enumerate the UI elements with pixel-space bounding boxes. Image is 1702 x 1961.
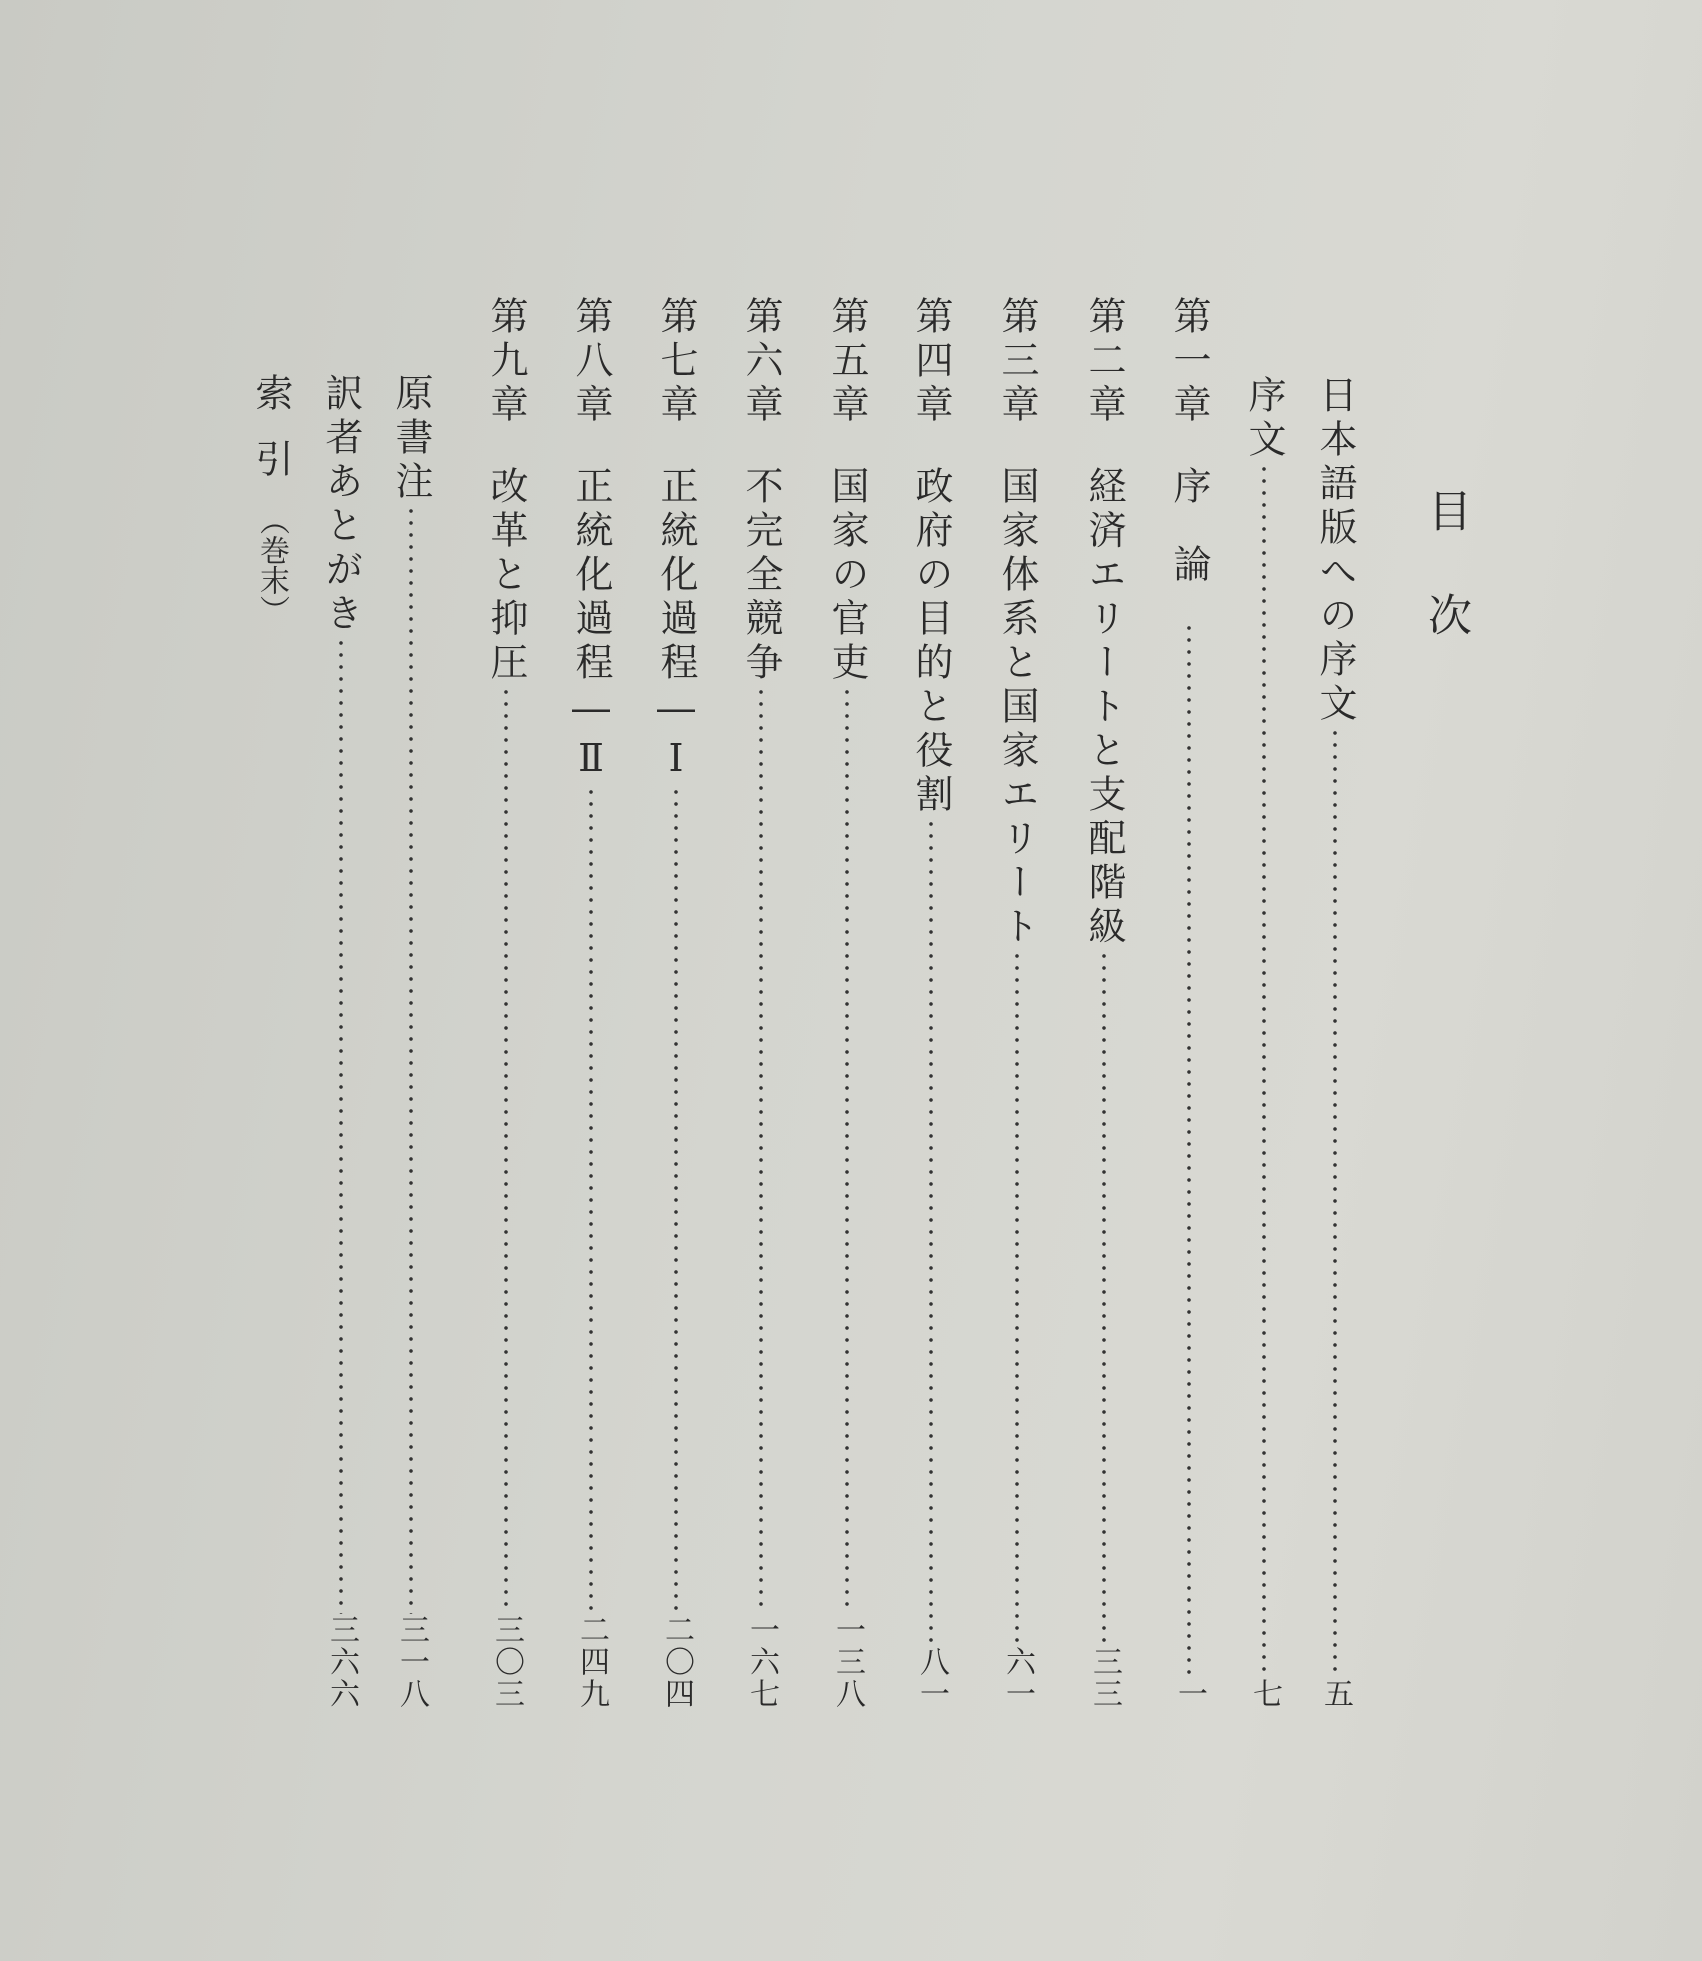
entry-suffix: （巻末） bbox=[254, 505, 289, 625]
entry-label: 序文 bbox=[1242, 375, 1286, 463]
dot-leader bbox=[661, 786, 691, 1614]
entry-label: 序論 bbox=[1167, 466, 1211, 622]
entry-label: 国家の官吏 bbox=[825, 466, 869, 686]
toc-entry[interactable] bbox=[816, 296, 878, 1710]
chapter-number: 第三章 bbox=[995, 296, 1039, 428]
chapter-number: 第九章 bbox=[484, 296, 528, 428]
entry-label: 経済エリートと支配階級 bbox=[1082, 466, 1126, 950]
toc-entry[interactable] bbox=[1304, 375, 1366, 1710]
chapter-number: 第四章 bbox=[909, 296, 953, 428]
toc-entry[interactable] bbox=[1233, 375, 1295, 1710]
toc-entry[interactable] bbox=[730, 296, 792, 1710]
toc-entry-index[interactable] bbox=[240, 373, 302, 633]
page-number: 二〇四 bbox=[659, 1614, 694, 1710]
toc-entry[interactable] bbox=[475, 296, 537, 1710]
dot-leader bbox=[1089, 950, 1119, 1646]
page-number: 一六七 bbox=[744, 1614, 779, 1710]
entry-label: 改革と抑圧 bbox=[484, 466, 528, 686]
chapter-number: 第八章 bbox=[569, 296, 613, 428]
dot-leader bbox=[746, 686, 776, 1614]
dot-leader bbox=[326, 637, 356, 1614]
toc-entry[interactable] bbox=[310, 373, 372, 1710]
dot-leader bbox=[832, 686, 862, 1614]
entry-label: 訳者あとがき bbox=[319, 373, 363, 637]
page-number: 八一 bbox=[914, 1646, 949, 1710]
page-number: 三一八 bbox=[394, 1614, 429, 1710]
dot-leader bbox=[491, 686, 521, 1614]
entry-label: 正統化過程―Ⅰ bbox=[654, 466, 698, 786]
entry-label: 国家体系と国家エリート bbox=[995, 466, 1039, 950]
chapter-number: 第七章 bbox=[654, 296, 698, 428]
dot-leader bbox=[576, 786, 606, 1614]
toc-entry[interactable] bbox=[380, 373, 442, 1710]
entry-label: 日本語版への序文 bbox=[1313, 375, 1357, 727]
entry-label: 正統化過程―Ⅱ bbox=[569, 466, 613, 786]
toc-entry[interactable] bbox=[1158, 296, 1220, 1710]
toc-entry[interactable] bbox=[1073, 296, 1135, 1710]
entry-label: 索引 bbox=[249, 373, 293, 505]
entry-label: 政府の目的と役割 bbox=[909, 466, 953, 818]
page-number: 二四九 bbox=[574, 1614, 609, 1710]
chapter-number: 第二章 bbox=[1082, 296, 1126, 428]
toc-entry[interactable] bbox=[986, 296, 1048, 1710]
entry-label: 不完全競争 bbox=[739, 466, 783, 686]
toc-title: 目次 bbox=[1420, 488, 1471, 696]
entry-label: 原書注 bbox=[389, 373, 433, 505]
dot-leader bbox=[916, 818, 946, 1646]
page-number: 五 bbox=[1318, 1678, 1353, 1710]
chapter-number: 第五章 bbox=[825, 296, 869, 428]
dot-leader bbox=[1174, 622, 1204, 1678]
page-number: 七 bbox=[1247, 1678, 1282, 1710]
page-number: 三〇三 bbox=[489, 1614, 524, 1710]
toc-entry[interactable] bbox=[900, 296, 962, 1710]
dot-leader bbox=[1249, 463, 1279, 1678]
page-number: 三六六 bbox=[324, 1614, 359, 1710]
toc-entry[interactable] bbox=[560, 296, 622, 1710]
page-number: 三三 bbox=[1087, 1646, 1122, 1710]
dot-leader bbox=[1320, 727, 1350, 1678]
dot-leader bbox=[396, 505, 426, 1614]
page-number: 一 bbox=[1172, 1678, 1207, 1710]
page-number: 六一 bbox=[1000, 1646, 1035, 1710]
toc-entry[interactable] bbox=[645, 296, 707, 1710]
dot-leader bbox=[1002, 950, 1032, 1646]
chapter-number: 第六章 bbox=[739, 296, 783, 428]
chapter-number: 第一章 bbox=[1167, 296, 1211, 428]
page-number: 一三八 bbox=[830, 1614, 865, 1710]
